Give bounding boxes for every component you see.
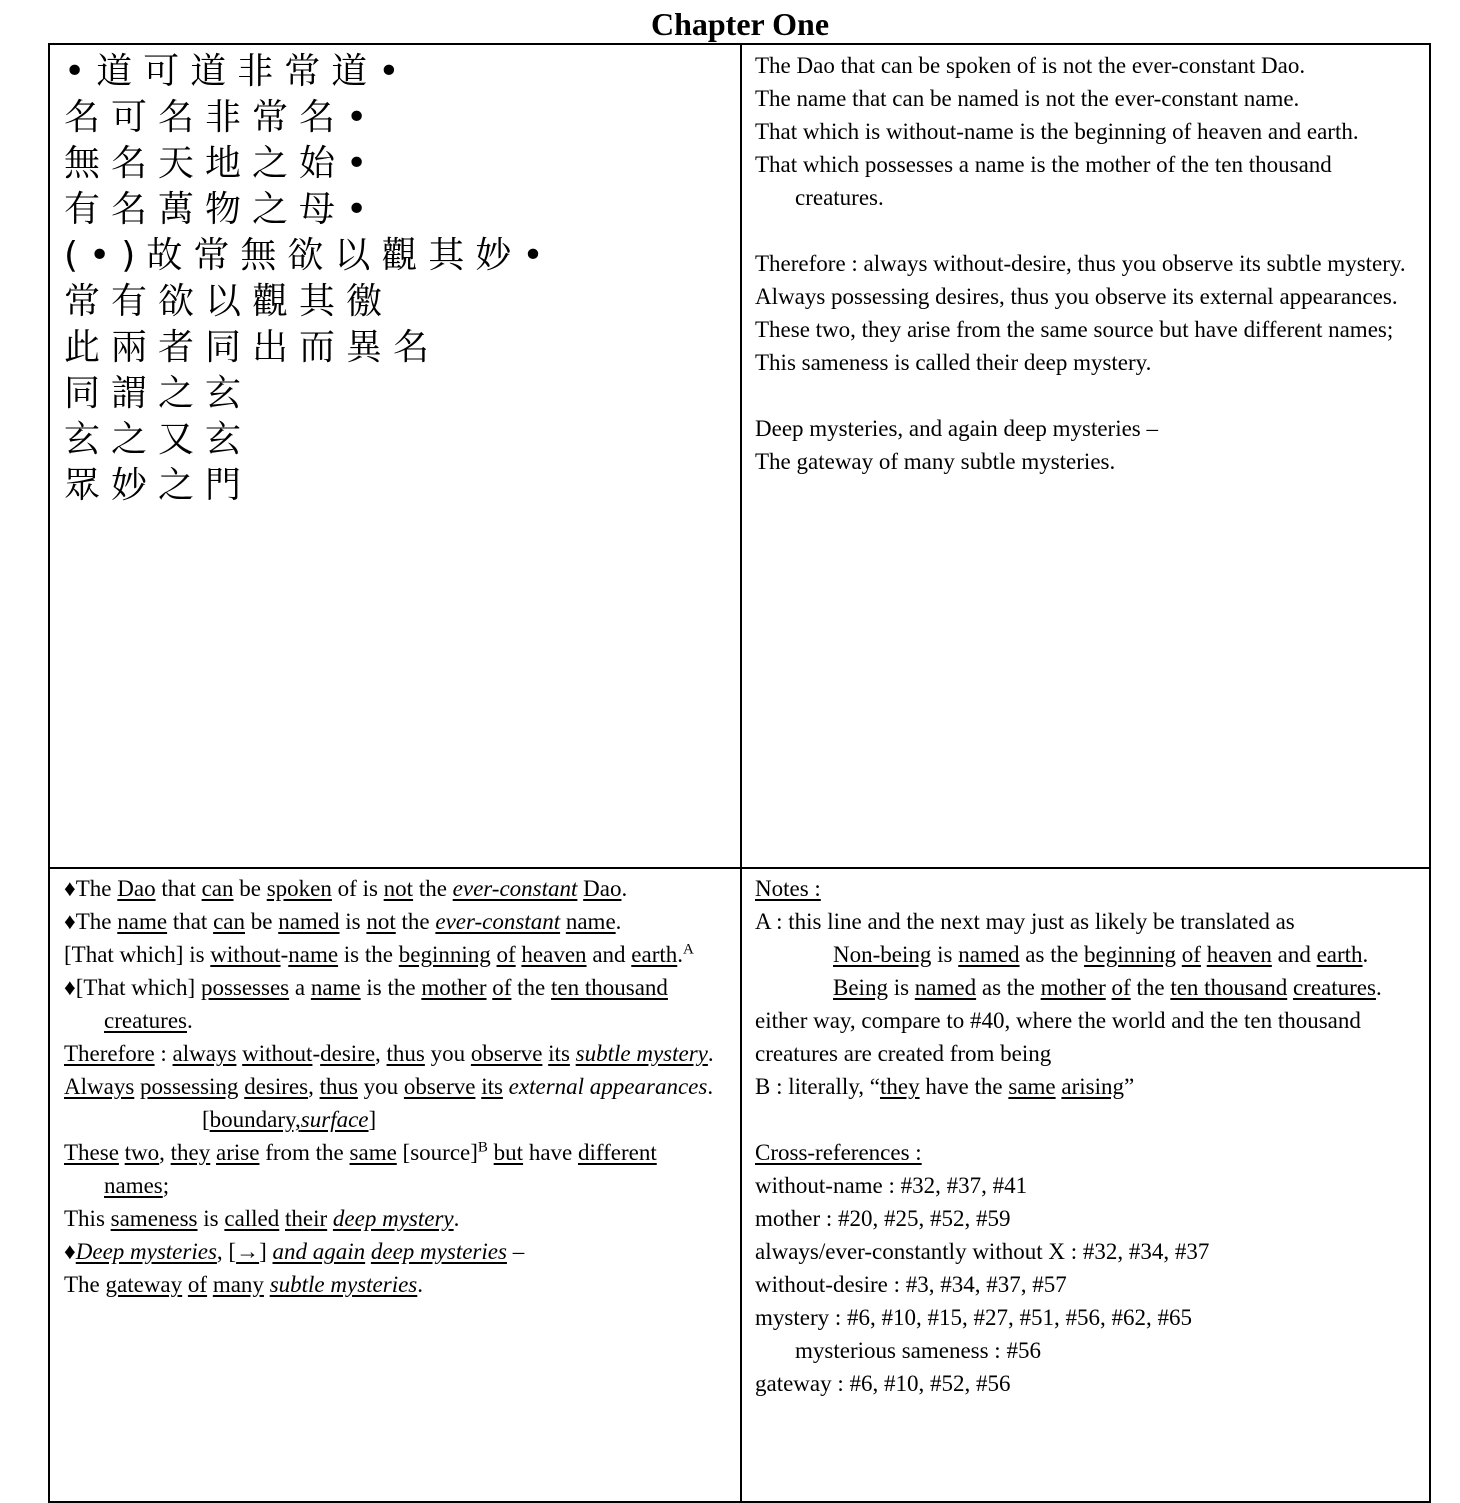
chinese-line: 有名萬物之母• — [64, 189, 379, 230]
row-divider — [50, 867, 1429, 869]
gloss-line: ♦The name that can be named is not the ever-constant name. — [64, 909, 622, 934]
chinese-line: 無名天地之始• — [64, 143, 379, 184]
column-divider — [740, 45, 742, 1501]
translation-line: Therefore : always without-desire, thus you observe its subtle mystery. — [755, 251, 1406, 276]
crossref-item: mystery : #6, #10, #15, #27, #51, #56, #62, #65 — [755, 1305, 1192, 1330]
chinese-line: 此兩者同出而異名 — [64, 327, 441, 368]
crossref-item: without-desire : #3, #34, #37, #57 — [755, 1272, 1067, 1297]
gloss-line: Therefore : always without-desire, thus you observe its subtle mystery. — [64, 1041, 714, 1066]
gloss-line: [That which] is without-name is the beginning of heaven and earth.$^A$ — [64, 941, 694, 967]
gloss-line: These two, they arise from the same [source]$^B$ but have different names; — [64, 1139, 657, 1198]
crossref-subitem: mysterious sameness : #56 — [795, 1338, 1041, 1363]
chinese-line: (•)故常無欲以觀其妙• — [64, 235, 555, 276]
notes-cell — [755, 872, 1425, 1400]
translation-line: Always possessing desires, thus you observe its external appearances. — [755, 284, 1398, 309]
chinese-line: 同謂之玄 — [64, 373, 253, 414]
crossref-item: gateway : #6, #10, #52, #56 — [755, 1371, 1011, 1396]
chinese-line: 常有欲以觀其徼 — [64, 281, 394, 322]
translation-line: That which possesses a name is the mother of the ten thousand creatures. — [755, 152, 1332, 210]
translation-line: That which is without-name is the beginning of heaven and earth. — [755, 119, 1359, 144]
crossref-item: mother : #20, #25, #52, #59 — [755, 1206, 1011, 1231]
note-a: A : this line and the next may just as likely be translated as — [755, 909, 1295, 934]
page-title: Chapter One — [650, 6, 830, 42]
crossrefs-heading: Cross-references : — [755, 1140, 922, 1165]
notes-heading: Notes : — [755, 876, 821, 901]
translation-cell — [755, 49, 1425, 478]
gloss-line: ♦The Dao that can be spoken of is not the ever-constant Dao. — [64, 876, 628, 901]
gloss-cell — [64, 872, 724, 1301]
translation-line: These two, they arise from the same source but have different names; — [755, 317, 1394, 342]
crossref-item: without-name : #32, #37, #41 — [755, 1173, 1028, 1198]
crossref-item: always/ever-constantly without X : #32, #34, #37 — [755, 1239, 1210, 1264]
translation-line: The name that can be named is not the ever-constant name. — [755, 86, 1300, 111]
chinese-line: 名可名非常名• — [64, 97, 379, 138]
note-b: B : literally, “they have the same arising” — [755, 1074, 1135, 1099]
note-either: either way, compare to #40, where the world and the ten thousand creatures are created from being — [755, 1008, 1361, 1066]
chinese-text-cell — [64, 49, 724, 509]
gloss-line: ♦[That which] possesses a name is the mother of the ten thousand creatures. — [64, 975, 668, 1033]
note-a-alt-line: Being is named as the mother of the ten thousand creatures. — [833, 975, 1382, 1000]
translation-line: The gateway of many subtle mysteries. — [755, 449, 1116, 474]
chinese-line: 玄之又玄 — [64, 419, 253, 460]
translation-line: Deep mysteries, and again deep mysteries – — [755, 416, 1159, 441]
gloss-line: ♦Deep mysteries, [→] and again deep mysteries – — [64, 1239, 525, 1264]
chapter-table — [48, 43, 1431, 1503]
translation-line: The Dao that can be spoken of is not the ever-constant Dao. — [755, 53, 1306, 78]
translation-line: This sameness is called their deep mystery. — [755, 350, 1152, 375]
chinese-line: 眾妙之門 — [64, 465, 253, 506]
chinese-line: •道可道非常道• — [64, 51, 411, 92]
gloss-line: Always possessing desires, thus you observe its external appearances.[boundary,surface] — [64, 1074, 714, 1132]
gloss-line: The gateway of many subtle mysteries. — [64, 1272, 423, 1297]
note-a-alt-line: Non-being is named as the beginning of heaven and earth. — [833, 942, 1369, 967]
gloss-line: This sameness is called their deep mystery. — [64, 1206, 460, 1231]
